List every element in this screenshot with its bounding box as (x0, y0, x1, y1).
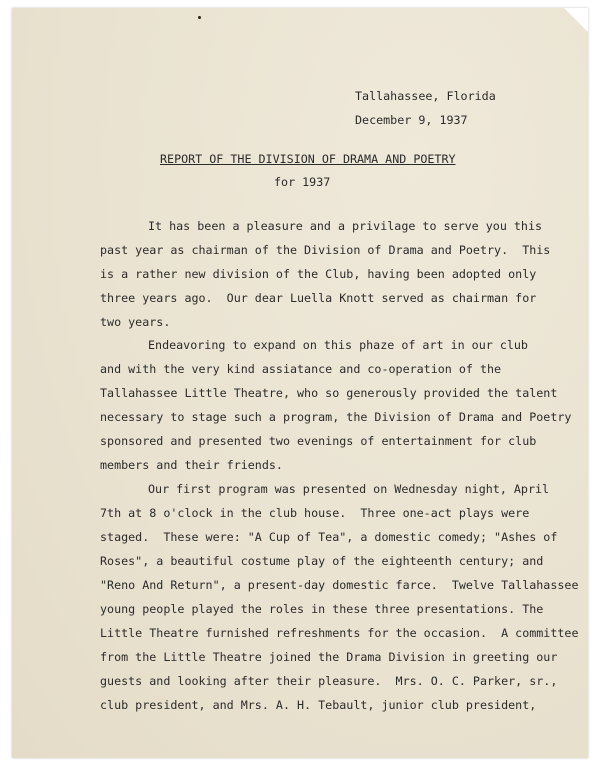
body-line: from the Little Theatre joined the Drama Division in greeting our (100, 650, 558, 664)
report-title: REPORT OF THE DIVISION OF DRAMA AND POETRY (160, 152, 456, 166)
body-line: guests and looking after their pleasure. Mrs. O. C. Parker, sr., (100, 674, 558, 688)
body-line: It has been a pleasure and a privilage to serve you this (148, 219, 543, 233)
body-line: Tallahassee Little Theatre, who so generously provided the talent (100, 386, 558, 400)
torn-corner (563, 8, 588, 33)
report-subtitle: for 1937 (274, 175, 331, 189)
body-line: past year as chairman of the Division of Drama and Poetry. This (100, 243, 551, 257)
body-line: sponsored and presented two evenings of entertainment for club (100, 434, 537, 448)
body-line: and with the very kind assiatance and co-operation of the (100, 362, 502, 376)
letter-place: Tallahassee, Florida (355, 89, 496, 103)
body-line: members and their friends. (100, 458, 283, 472)
body-line: two years. (100, 315, 171, 329)
body-line: three years ago. Our dear Luella Knott served as chairman for (100, 291, 537, 305)
body-line: young people played the roles in these three presentations. The (100, 602, 544, 616)
body-line: 7th at 8 o'clock in the club house. Three one-act plays were (100, 506, 530, 520)
body-line: Our first program was presented on Wednesday night, April (148, 482, 550, 496)
body-line: Endeavoring to expand on this phaze of art in our club (148, 338, 528, 352)
body-line: is a rather new division of the Club, having been adopted only (100, 267, 537, 281)
ink-speck (198, 16, 201, 19)
body-line: "Reno And Return", a present-day domestic farce. Twelve Tallahassee (100, 578, 579, 592)
document-page (12, 8, 588, 758)
letter-date: December 9, 1937 (355, 113, 468, 127)
body-line: staged. These were: "A Cup of Tea", a domestic comedy; "Ashes of (100, 530, 558, 544)
body-line: necessary to stage such a program, the Division of Drama and Poetry (100, 410, 572, 424)
body-line: club president, and Mrs. A. H. Tebault, junior club president, (100, 698, 537, 712)
body-line: Little Theatre furnished refreshments for the occasion. A committee (100, 626, 579, 640)
body-line: Roses", a beautiful costume play of the eighteenth century; and (100, 554, 544, 568)
